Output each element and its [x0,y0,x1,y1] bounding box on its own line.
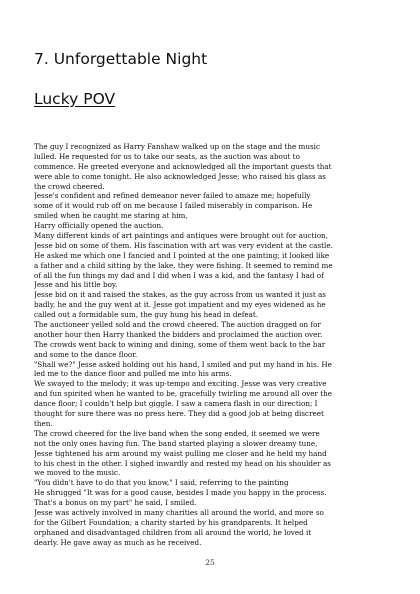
text-line: We swayed to the melody; it was up-tempo and exciting. Jesse was very creative [34,379,327,389]
text-line: Jesse's confident and refined demeanor never failed to amaze me; hopefully [34,191,311,201]
text-line: for the Gilbert Foundation; a charity started by his grandparents. It helped [34,517,308,527]
text-line: dance floor; I couldn't help but giggle. I saw a camera flash in our direction; I [34,399,318,409]
text-line: Jesse and his little boy. [34,280,118,290]
text-line: The auctioneer yelled sold and the crowd cheered. The auction dragged on for [34,320,321,330]
text-line: badly, he and the guy went at it. Jesse got impatient and my eyes widened as he [34,300,326,310]
text-line: orphaned and disadvantaged children from all around the world, he loved it [34,527,312,537]
text-line: The crowd cheered for the live band when the song ended, it seemed we were [34,428,320,438]
text-line: "You didn't have to do that you know," I said, referring to the painting [34,478,289,488]
chapter-title: 7. Unforgettable Night [34,50,208,68]
text-line: That's a bonus on my part" he said, I smiled. [34,498,197,508]
text-line: Jesse bid on it and raised the stakes, as the guy across from us wanted it just as [34,290,326,300]
text-line: smiled when he caught me staring at him, [34,211,188,221]
text-line: a father and a child sitting by the lake, they were fishing. It seemed to remind me [34,260,333,270]
text-line: He shrugged "It was for a good cause, besides I made you happy in the process. [34,488,327,498]
text-line: The guy I recognized as Harry Fanshaw walked up on the stage and the music [34,142,320,151]
text-line: dearly. He gave away as much as he received. [34,537,202,547]
text-line: called out a formidable sum, the guy hung his head in defeat. [34,310,259,320]
text-line: Jesse bid on some of them. His fascination with art was very evident at the castle. [34,240,333,250]
text-line: commence. He greeted everyone and acknowledged all the important guests that [34,161,332,171]
text-line: "Shall we?" Jesse asked holding out his hand, I smiled and put my hand in his. He [34,359,332,369]
body-text [34,142,394,548]
text-line: and fun spirited when he wanted to be, gracefully twirling me around all over the [34,389,333,399]
text-line: the crowd cheered. [34,181,105,191]
text-line: then. [34,418,53,428]
text-line: The crowds went back to wining and dining, some of them went back to the bar [34,339,326,349]
pov-heading: Lucky POV [34,90,116,108]
text-line: lulled. He requested for us to take our seats, as the auction was about to [34,151,300,161]
text-line: Harry officially opened the auction. [34,221,164,231]
text-line: were able to come tonight. He also acknowledged Jesse; who raised his glass as [34,171,326,181]
text-line: Many different kinds of art paintings and antiques were brought out for auction, [34,231,328,241]
text-line: another hour then Harry thanked the bidders and proclaimed the auction over. [34,329,323,339]
text-line: Jesse was actively involved in many charities all around the world, and more so [34,507,324,517]
text-line: and some to the dance floor. [34,349,138,359]
text-line: Jesse tightened his arm around my waist pulling me closer and he held my hand [34,448,327,458]
text-line: to his chest in the other. I sighed inwardly and rested my head on his shoulder as [34,458,331,468]
text-line: thought for sure there was no press here. They did a good job at being discreet [34,409,324,419]
text-line: of all the fun things my dad and I did when I was a kid, and the fantasy I had of [34,270,324,280]
text-line: He asked me which one I fancied and I pointed at the one painting; it looked like [34,250,330,260]
text-line: not the only ones having fun. The band started playing a slower dreamy tune, [34,438,318,448]
text-line: some of it would rub off on me because I failed miserably in comparison. He [34,201,313,211]
page-number: 25 [205,558,215,567]
text-line: led me to the dance floor and pulled me into his arms. [34,369,232,379]
text-line: we moved to the music. [34,468,121,478]
